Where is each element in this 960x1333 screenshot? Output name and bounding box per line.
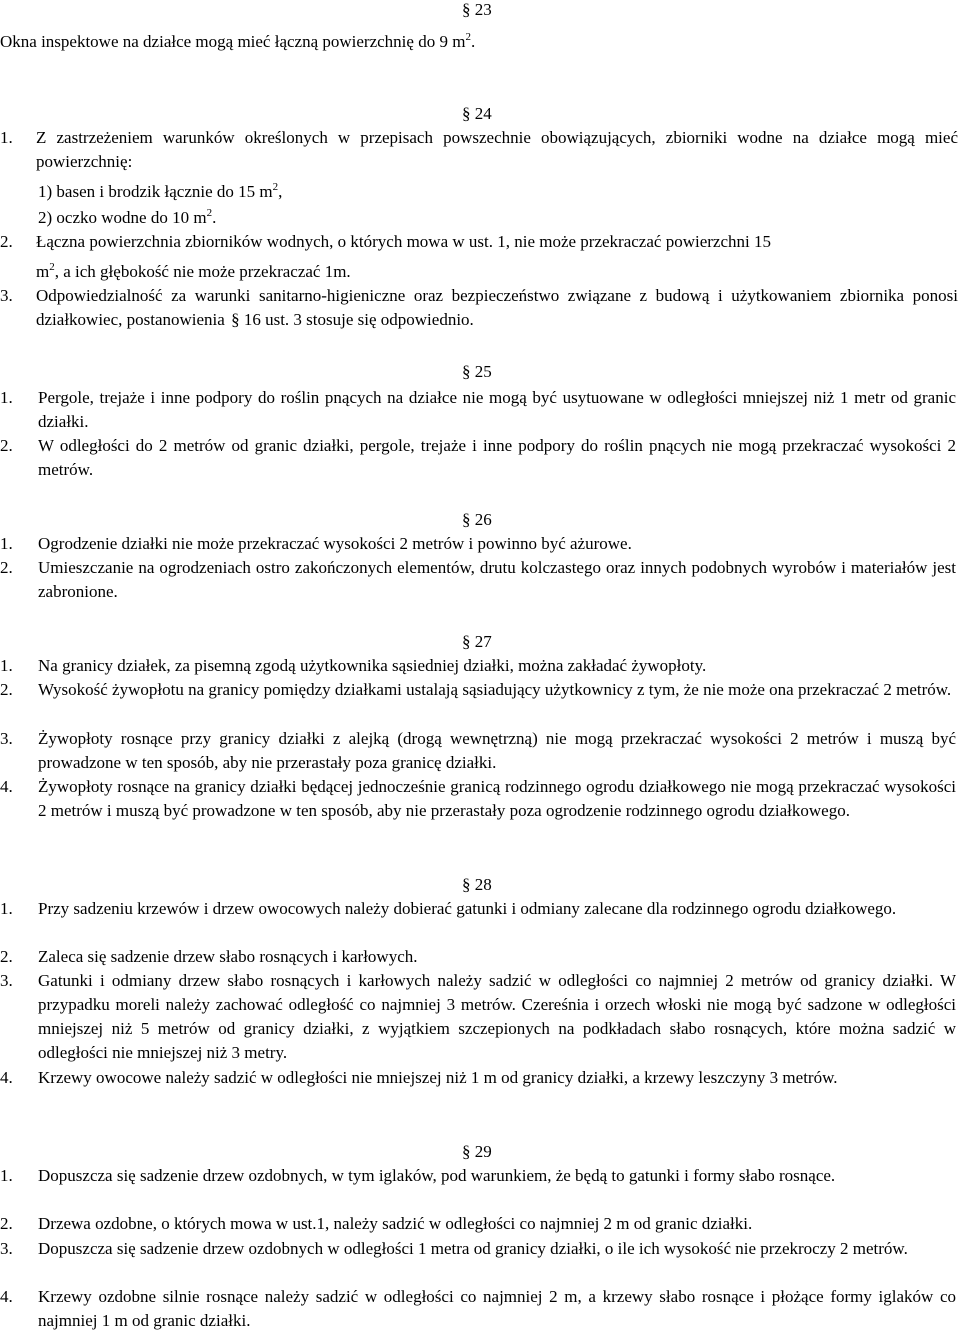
para-text: Łączna powierzchnia zbiorników wodnych, o których mowa w ust. 1, nie może przekraczać powierzchni 15 <box>36 232 771 251</box>
para-number: 1. <box>0 899 13 918</box>
para-number: 2. <box>0 947 13 966</box>
section-23-text: Okna inspektowe na działce mogą mieć łączną powierzchnię do 9 $m^2$. <box>0 31 476 51</box>
para-text: Dopuszcza się sadzenie drzew ozdobnych w odległości 1 metra od granicy działki, o ile ich wysokość nie przekroczy 2 metrów. <box>38 1239 908 1258</box>
section-24-item-2: 2) oczko wodne do 10 $m^2$. <box>38 207 217 227</box>
para-number: 2. <box>0 436 13 455</box>
section-25-header: § 25 <box>462 362 492 381</box>
para-number: 2. <box>0 232 13 251</box>
para-number: 4. <box>0 1068 13 1087</box>
para-number: 1. <box>0 1166 13 1185</box>
para-text: Ogrodzenie działki nie może przekraczać wysokości 2 metrów i powinno być ażurowe. <box>38 534 632 553</box>
para-number: 2. <box>0 680 13 699</box>
para-text: Krzewy ozdobne silnie rosnące należy sadzić w odległości co najmniej 2 m, a krzewy słabo rosnące i płożące formy iglaków co najmniej 1 m od granic działki. <box>38 1287 956 1330</box>
para-text: Umieszczanie na ogrodzeniach ostro zakończonych elementów, drutu kolczastego oraz innych podobnych wyrobów i materiałów jest zabronione. <box>38 558 956 601</box>
para-number: 3. <box>0 286 13 305</box>
para-number: 2. <box>0 1214 13 1233</box>
section-24-item-1: 1) basen i brodzik łącznie do 15 $m^2$, <box>38 181 283 201</box>
para-text: Żywopłoty rosnące przy granicy działki z alejką (drogą wewnętrzną) nie mogą przekraczać wysokości 2 metrów i muszą być prowadzone w ten sposób, aby nie przerastały poza granicę działki. <box>38 729 956 772</box>
section-26-header: § 26 <box>462 510 492 529</box>
para-text: Wysokość żywopłotu na granicy pomiędzy działkami ustalają sąsiadujący użytkownicy z tym, że nie może ona przekraczać 2 metrów. <box>38 680 952 699</box>
para-text-cont: $m^2$, a ich głębokość nie może przekraczać 1m. <box>36 261 351 281</box>
para-number: 4. <box>0 1287 13 1306</box>
para-text: Pergole, trejaże i inne podpory do roślin pnących na działce nie mogą być usytuowane w odległości mniejszej niż 1 metr od granic działki. <box>38 388 956 431</box>
para-text: Krzewy owocowe należy sadzić w odległości nie mniejszej niż 1 m od granicy działki, a krzewy leszczyny 3 metrów. <box>38 1068 838 1087</box>
para-text: Odpowiedzialność za warunki sanitarno-higieniczne oraz bezpieczeństwo związane z budową i użytkowaniem zbiornika ponosi działkowiec, postanowienia § 16 ust. 3 stosuje się odpowiednio. <box>36 286 958 329</box>
para-number: 1. <box>0 128 13 147</box>
para-text: Na granicy działek, za pisemną zgodą użytkownika sąsiedniej działki, można zakładać żywopłoty. <box>38 656 707 675</box>
para-text: Zaleca się sadzenie drzew słabo rosnących i karłowych. <box>38 947 418 966</box>
section-27-header: § 27 <box>462 632 492 651</box>
para-number: 3. <box>0 1239 13 1258</box>
para-number: 1. <box>0 388 13 407</box>
para-number: 1. <box>0 534 13 553</box>
para-text: Dopuszcza się sadzenie drzew ozdobnych, w tym iglaków, pod warunkiem, że będą to gatunki i formy słabo rosnące. <box>38 1166 836 1185</box>
para-text: Żywopłoty rosnące na granicy działki będącej jednocześnie granicą rodzinnego ogrodu działkowego nie mogą przekraczać wysokości 2 metrów i muszą być prowadzone w ten sposób, aby nie przerastały poza ogrodzenie rodzinnego ogrodu działkowego. <box>38 777 956 820</box>
para-text: Z zastrzeżeniem warunków określonych w przepisach powszechnie obowiązujących, zbiorniki wodne na działce mogą mieć powierzchnię: <box>36 128 958 171</box>
para-number: 4. <box>0 777 13 796</box>
section-28-header: § 28 <box>462 875 492 894</box>
section-23-header: § 23 <box>462 0 492 19</box>
para-number: 3. <box>0 729 13 748</box>
para-text: Gatunki i odmiany drzew słabo rosnących i karłowych należy sadzić w odległości co najmniej 2 metrów od granicy działki. W przypadku moreli należy zachować odległość co najmniej 3 metrów. Czereśnia i orzech włoski nie mogą być sadzone w odległości mniejszej niż 5 metrów od granicy działki, z wyjątkiem szczepionych na podkładach słabo rosnących, które można sadzić w odległości nie mniejszej niż 3 metry. <box>38 971 956 1062</box>
para-number: 1. <box>0 656 13 675</box>
section-29-header: § 29 <box>462 1142 492 1161</box>
section-24-header: § 24 <box>462 104 492 123</box>
para-number: 2. <box>0 558 13 577</box>
para-text: Przy sadzeniu krzewów i drzew owocowych należy dobierać gatunki i odmiany zalecane dla rodzinnego ogrodu działkowego. <box>38 899 897 918</box>
para-text: Drzewa ozdobne, o których mowa w ust.1, należy sadzić w odległości co najmniej 2 m od granic działki. <box>38 1214 753 1233</box>
para-number: 3. <box>0 971 13 990</box>
para-text: W odległości do 2 metrów od granic działki, pergole, trejaże i inne podpory do roślin pnących nie mogą przekraczać wysokości 2 metrów. <box>38 436 956 479</box>
